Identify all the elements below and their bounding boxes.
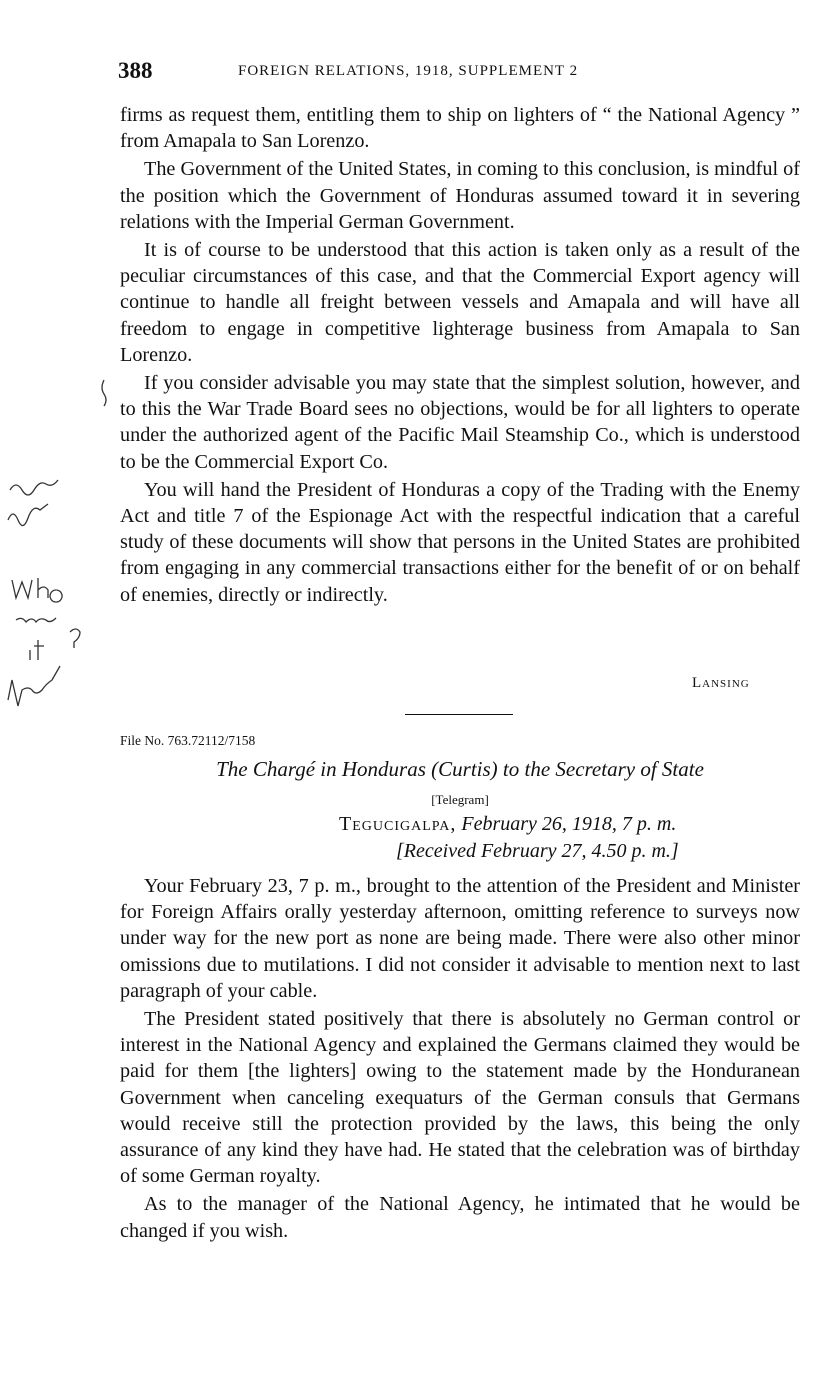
paragraph: You will hand the President of Honduras a copy of the Trading with the Enemy Act and title 7 of the Espionage Act with the respectful indication that a careful study of these documents will show that persons in the United States are prohibited from engaging in any commercial transactions either for the benefit of or on behalf of enemies, directly or indirectly. [120, 478, 800, 606]
page-number: 388 [118, 58, 153, 83]
paragraph: firms as request them, entitling them to ship on lighters of “ the National Agency ” from Amapala to San Lorenzo. [120, 104, 800, 153]
handwriting-scribble [0, 370, 110, 770]
document-type: [Telegram] [431, 792, 489, 807]
document-title: The Chargé in Honduras (Curtis) to the Secretary of State [216, 757, 704, 781]
dateline-place: Tegucigalpa, [339, 813, 457, 835]
dateline-date: February 26, 1918, 7 p. m. [461, 813, 677, 835]
section-divider [405, 714, 513, 715]
handwritten-margin-notes [0, 370, 110, 770]
paragraph: If you consider advisable you may state that the simplest solution, however, and to this the War Trade Board sees no objections, would be for all lighters to operate under the authorized agent of the Pacific Mail Steamship Co., which is understood to be the Commercial Export Co. [120, 372, 800, 473]
paragraph: It is of course to be understood that this action is taken only as a result of the peculiar circumstances of this case, and that the Commercial Export agency will continue to handle all freight between vessels and Amapala and will have all freedom to engage in competitive lighterage business from Amapala to San Lorenzo. [120, 239, 800, 366]
paragraph: The President stated positively that there is absolutely no German control or interest in the National Agency and explained the Germans claimed they would be paid for them [the lighters] owing to the statement made by the Honduranean Government when canceling exequaturs of the German consuls that Germans would receive still the protection provided by the laws, this being the only assurance of any kind they have had. He stated that the celebration was of birthday of some German royalty. [120, 1008, 800, 1188]
received-note: [Received February 27, 4.50 p. m.] [396, 840, 679, 862]
telegram-body [120, 873, 800, 1246]
letter-body [120, 102, 800, 610]
file-number: File No. 763.72112/7158 [120, 733, 256, 748]
signature: Lansing [692, 675, 750, 691]
paragraph: Your February 23, 7 p. m., brought to the attention of the President and Minister for Foreign Affairs orally yesterday afternoon, omitting reference to surveys now under way for the new port as none are being made. There were also other minor omissions due to mutilations. I did not consider it advisable to mention next to last paragraph of your cable. [120, 875, 800, 1002]
page-header [118, 58, 808, 88]
paragraph: As to the manager of the National Agency, he intimated that he would be changed if you wish. [120, 1193, 800, 1242]
paragraph: The Government of the United States, in coming to this conclusion, is mindful of the position which the Government of Honduras assumed toward it in severing relations with the Imperial German Government. [120, 158, 800, 233]
running-title: FOREIGN RELATIONS, 1918, SUPPLEMENT 2 [238, 63, 579, 79]
dateline [339, 813, 676, 836]
